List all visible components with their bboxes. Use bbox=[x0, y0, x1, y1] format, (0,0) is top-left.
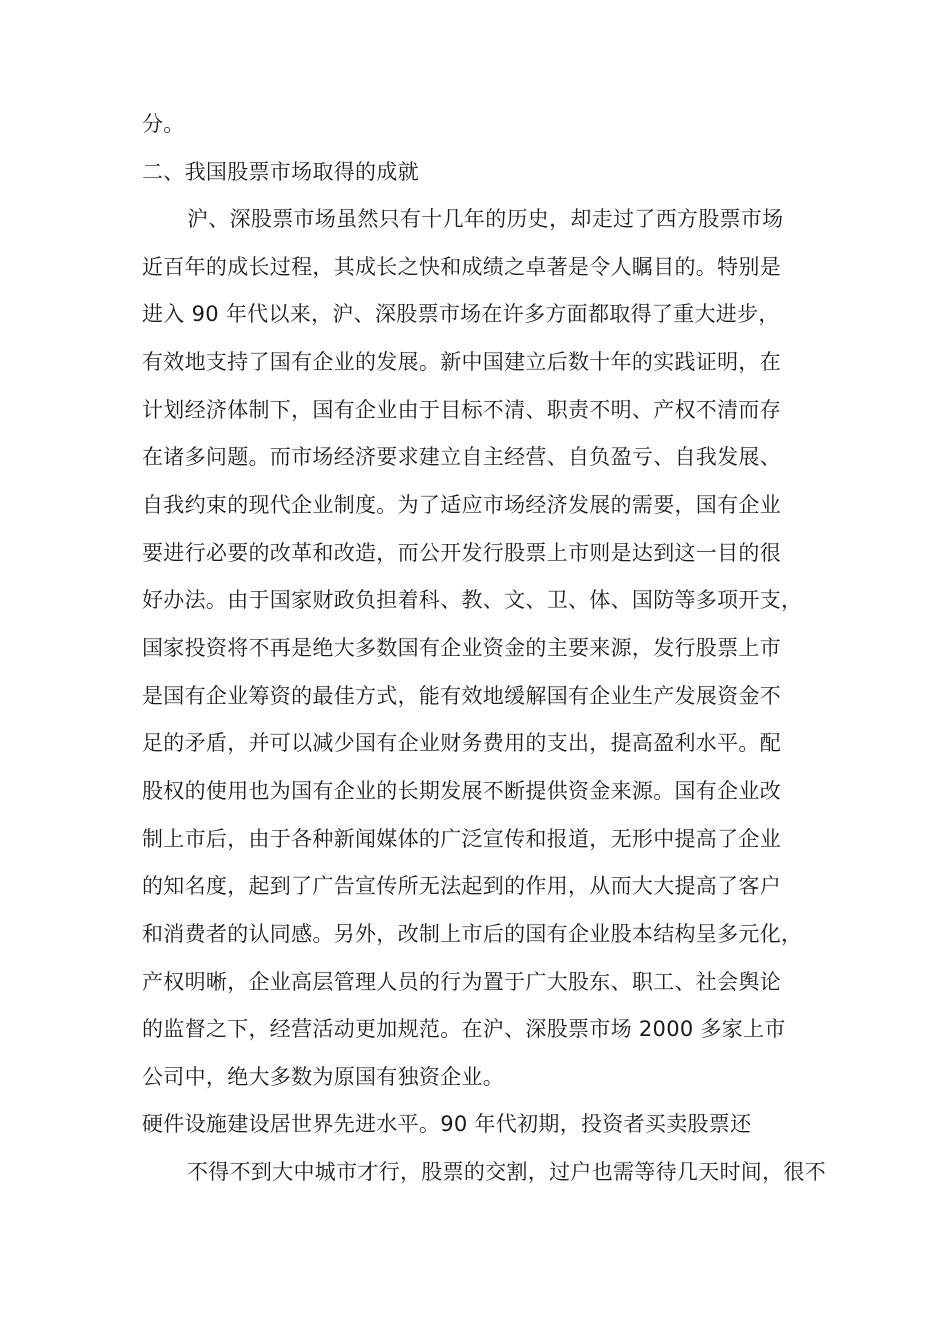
paragraph-line: 硬件设施建设居世界先进水平。90 年代初期，投资者买卖股票还 bbox=[142, 1112, 752, 1136]
paragraph-line: 近百年的成长过程，其成长之快和成绩之卓著是令人瞩目的。特别是 bbox=[142, 255, 781, 279]
paragraph-line: 不得不到大中城市才行，股票的交割，过户也需等待几天时间，很不 bbox=[187, 1160, 826, 1184]
paragraph-line: 自我约束的现代企业制度。为了适应市场经济发展的需要，国有企业 bbox=[142, 493, 781, 517]
paragraph-line: 计划经济体制下，国有企业由于目标不清、职责不明、产权不清而存 bbox=[142, 398, 781, 422]
section-heading: 二、我国股票市场取得的成就 bbox=[142, 160, 419, 184]
paragraph-line: 好办法。由于国家财政负担着科、教、文、卫、体、国防等多项开支， bbox=[142, 588, 803, 612]
paragraph-line: 制上市后，由于各种新闻媒体的广泛宣传和报道，无形中提高了企业 bbox=[142, 827, 781, 851]
paragraph-line: 国家投资将不再是绝大多数国有企业资金的主要来源，发行股票上市 bbox=[142, 636, 781, 660]
paragraph-line: 公司中，绝大多数为原国有独资企业。 bbox=[142, 1065, 505, 1089]
paragraph-line: 在诸多问题。而市场经济要求建立自主经营、自负盈亏、自我发展、 bbox=[142, 445, 781, 469]
paragraph-line: 的监督之下，经营活动更加规范。在沪、深股票市场 2000 多家上市 bbox=[142, 1017, 786, 1041]
text-line: 分。 bbox=[142, 112, 185, 136]
paragraph-line: 沪、深股票市场虽然只有十几年的历史，却走过了西方股票市场 bbox=[187, 207, 784, 231]
paragraph-line: 产权明晰，企业高层管理人员的行为置于广大股东、职工、社会舆论 bbox=[142, 970, 781, 994]
paragraph-line: 是国有企业筹资的最佳方式，能有效地缓解国有企业生产发展资金不 bbox=[142, 684, 781, 708]
paragraph-line: 要进行必要的改革和改造，而公开发行股票上市则是达到这一目的很 bbox=[142, 541, 781, 565]
paragraph-line: 有效地支持了国有企业的发展。新中国建立后数十年的实践证明，在 bbox=[142, 350, 781, 374]
paragraph-line: 股权的使用也为国有企业的长期发展不断提供资金来源。国有企业改 bbox=[142, 779, 781, 803]
paragraph-line: 的知名度，起到了广告宣传所无法起到的作用，从而大大提高了客户 bbox=[142, 874, 781, 898]
paragraph-line: 进入 90 年代以来，沪、深股票市场在许多方面都取得了重大进步， bbox=[142, 302, 780, 326]
paragraph-line: 和消费者的认同感。另外，改制上市后的国有企业股本结构呈多元化， bbox=[142, 922, 803, 946]
paragraph-line: 足的矛盾，并可以减少国有企业财务费用的支出，提高盈利水平。配 bbox=[142, 731, 781, 755]
